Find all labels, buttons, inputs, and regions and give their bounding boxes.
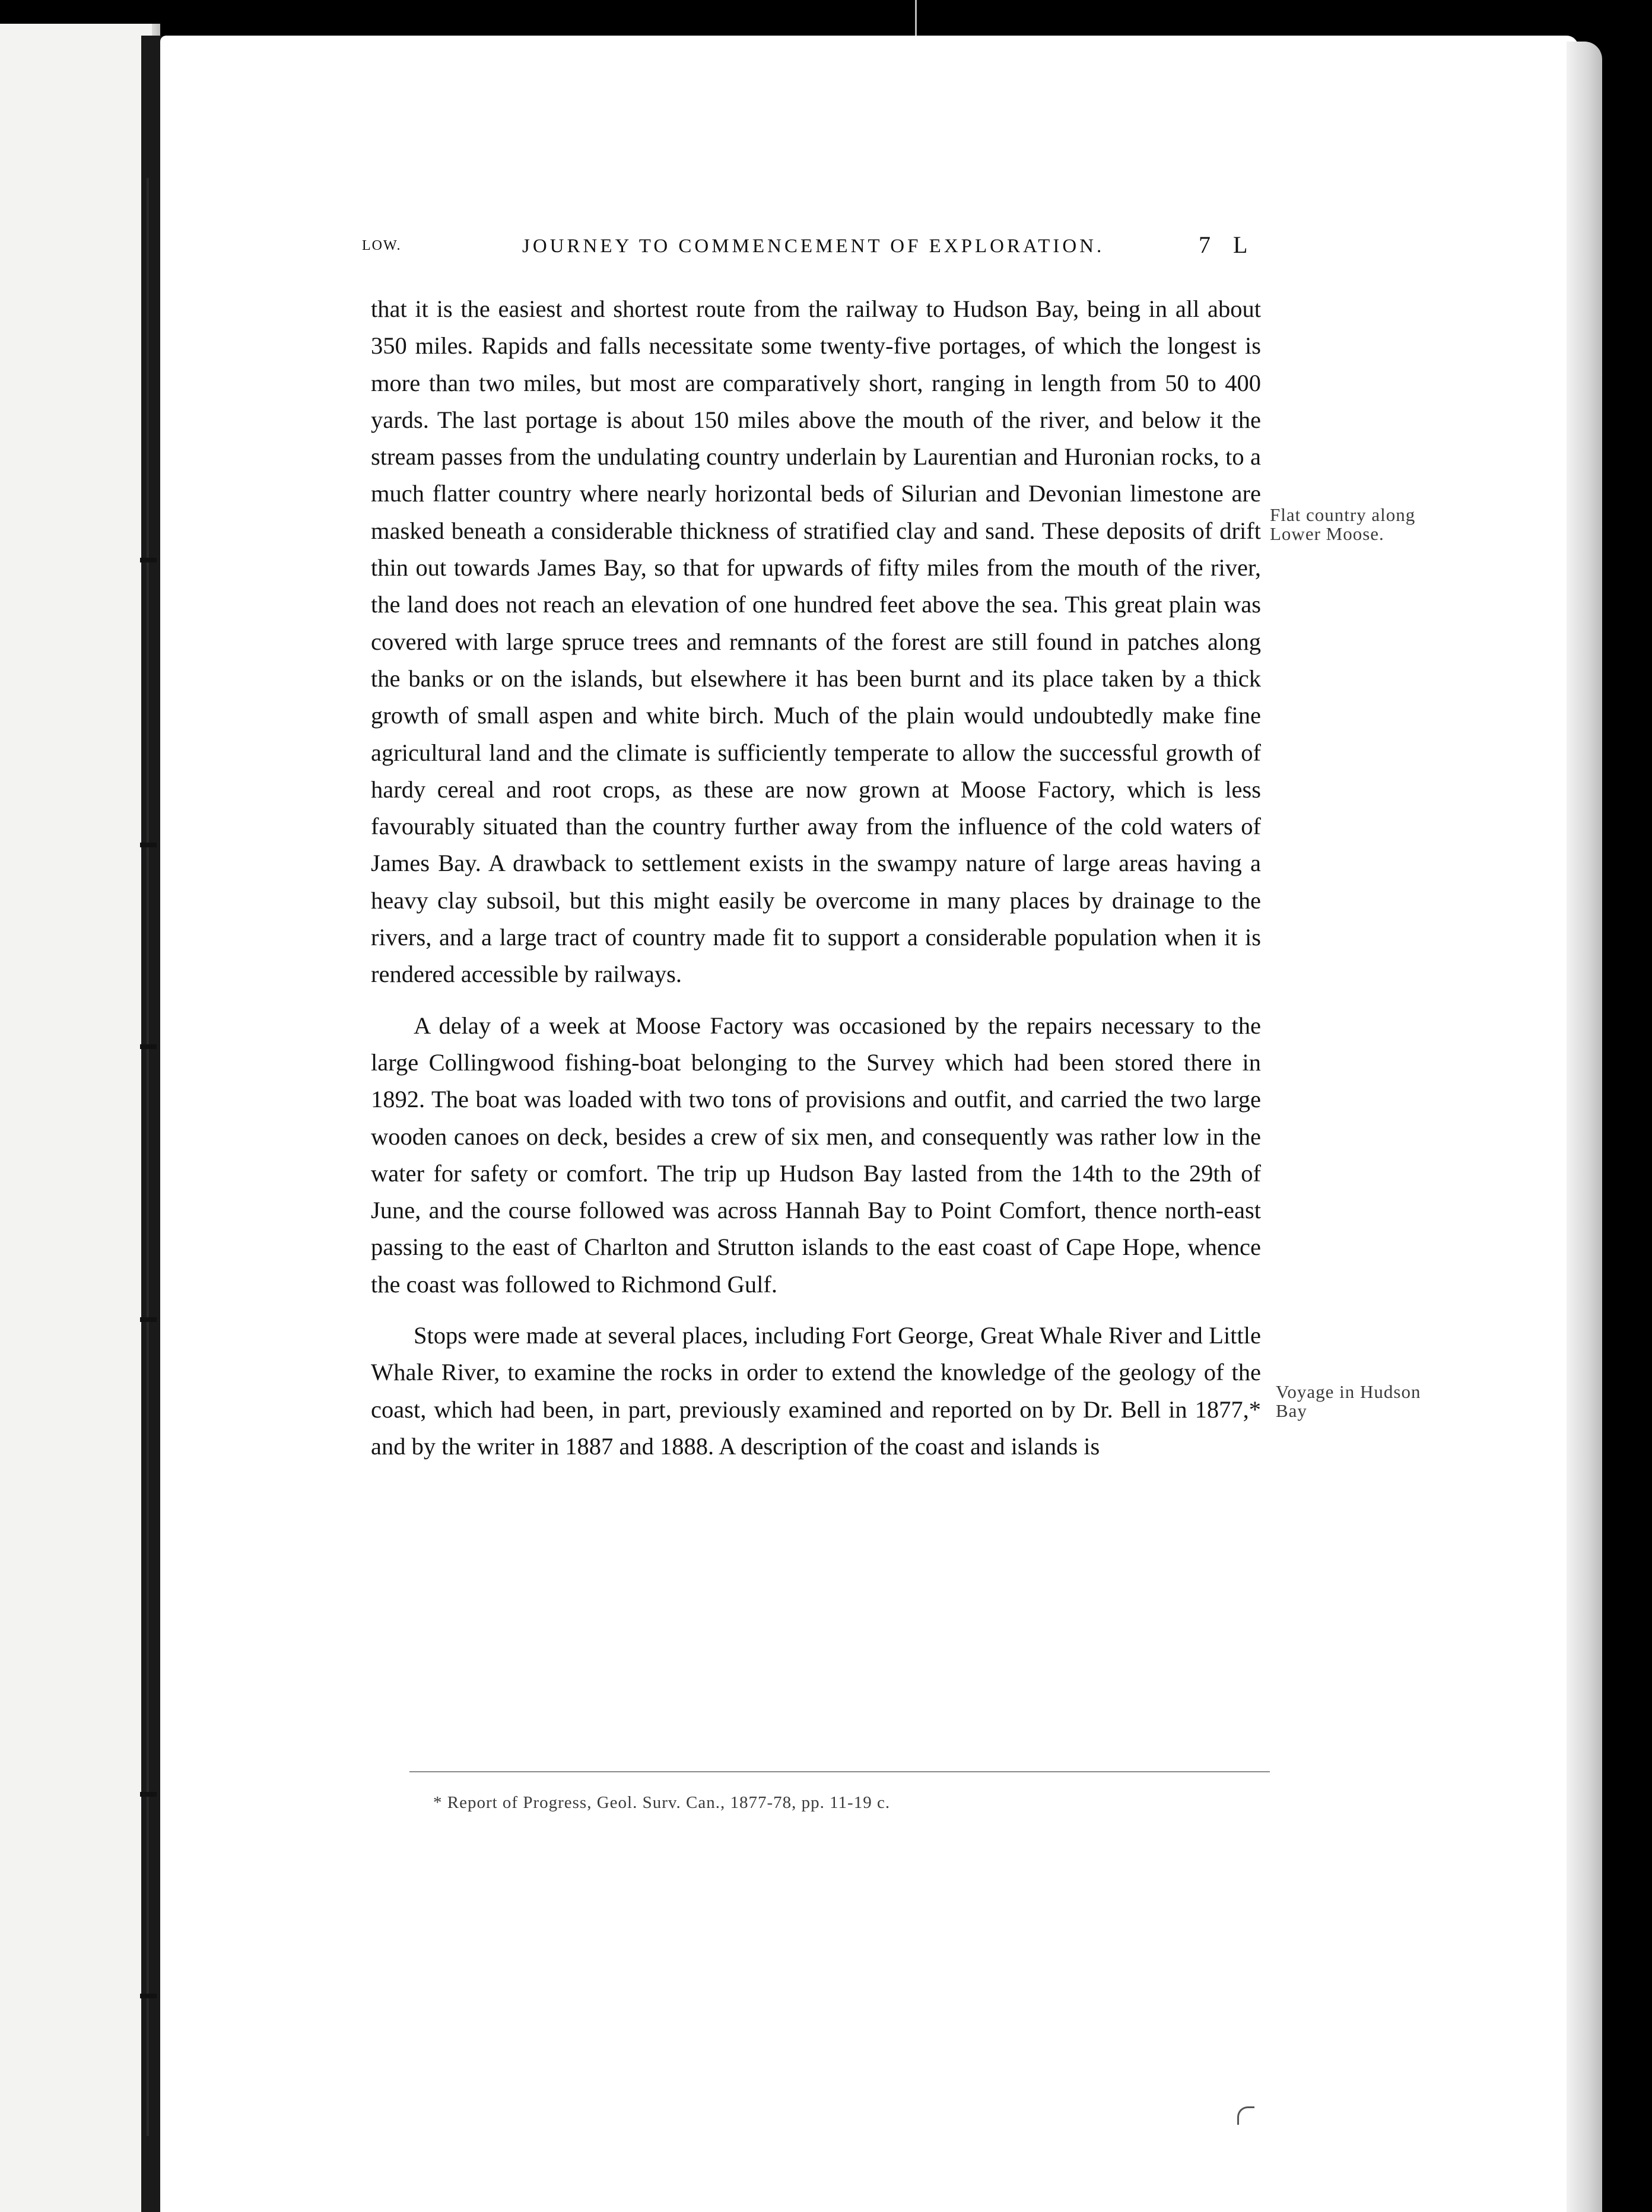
footnote: * Report of Progress, Geol. Surv. Can., 1877-78, pp. 11-19 c.	[433, 1793, 891, 1812]
paragraph: A delay of a week at Moose Factory was occasioned by the repairs necessary to the large Collingwood fishing-boat belonging to the Survey which had been stored there in 1892. The boat was loaded with two tons of provisions and outfit, and carried the two large wooden canoes on deck, besides a crew of six men, and consequently was rather low in the water for safety or comfort. The trip up Hudson Bay lasted from the 14th to the 29th of June, and the course followed was across Hannah Bay to Point Comfort, thence north-east passing to the east of Charlton and Strutton islands to the east coast of Cape Hope, whence the coast was followed to Richmond Gulf.	[371, 1012, 1261, 1298]
header-tag: LOW.	[362, 238, 402, 253]
scan-artifact	[1237, 2106, 1254, 2125]
binding-stitch	[140, 1792, 157, 1797]
running-header	[356, 231, 1531, 270]
binding-stitch	[140, 1044, 157, 1049]
book-gutter	[141, 36, 161, 2212]
page-edge-shadow	[1567, 42, 1602, 2212]
binding-thread	[147, 178, 149, 2136]
body-text	[371, 291, 1261, 1465]
footnote-rule	[409, 1771, 1270, 1772]
margin-note: Flat country along Lower Moose.	[1270, 504, 1416, 544]
binding-stitch	[140, 843, 157, 847]
margin-note: Voyage in Hudson Bay	[1276, 1381, 1421, 1421]
paragraph: that it is the easiest and shortest route from the railway to Hudson Bay, being in all about 350 miles. Rapids and falls necessitate some twenty-five portages, of which the longest is more than two miles, but most are comparatively short, ranging in length from 50 to 400 yards. The last portage is about 150 miles above the mouth of the river, and below it the stream passes from the undulating country underlain by Laurentian and Huronian rocks, to a much flatter country where nearly horizontal beds of Silurian and Devonian limestone are masked beneath a considerable thickness of stratified clay and sand. These deposits of drift thin out towards James Bay, so that for upwards of fifty miles from the mouth of the river, the land does not reach an elevation of one hundred feet above the sea. This great plain was covered with large spruce trees and remnants of the forest are still found in patches along the banks or on the islands, but elsewhere it has been burnt and its place taken by a thick growth of small aspen and white birch. Much of the plain would undoubtedly make fine agricultural land and the climate is sufficiently temperate to allow the successful growth of hardy cereal and root crops, as these are now grown at Moose Factory, which is less favourably situated than the country further away from the influence of the cold waters of James Bay. A drawback to settlement exists in the swampy nature of large areas having a heavy clay subsoil, but this might easily be overcome in many places by drainage to the rivers, and a large tract of country made fit to support a considerable population when it is rendered accessible by railways.	[371, 295, 1261, 988]
header-title: JOURNEY TO COMMENCEMENT OF EXPLORATION.	[522, 236, 1105, 257]
binding-stitch	[140, 1994, 157, 1998]
binding-stitch	[140, 1317, 157, 1322]
paragraph: Stops were made at several places, including Fort George, Great Whale River and Little Whale River, to examine the rocks in order to extend the knowledge of the geology of the coast, which had been, in part, previously examined and reported on by Dr. Bell in 1877,* and by the writer in 1887 and 1888. A description of the coast and islands is	[371, 1322, 1261, 1460]
left-page-edge	[0, 24, 160, 2212]
binding-stitch	[140, 558, 157, 562]
page-number: 7 L	[1199, 231, 1256, 258]
